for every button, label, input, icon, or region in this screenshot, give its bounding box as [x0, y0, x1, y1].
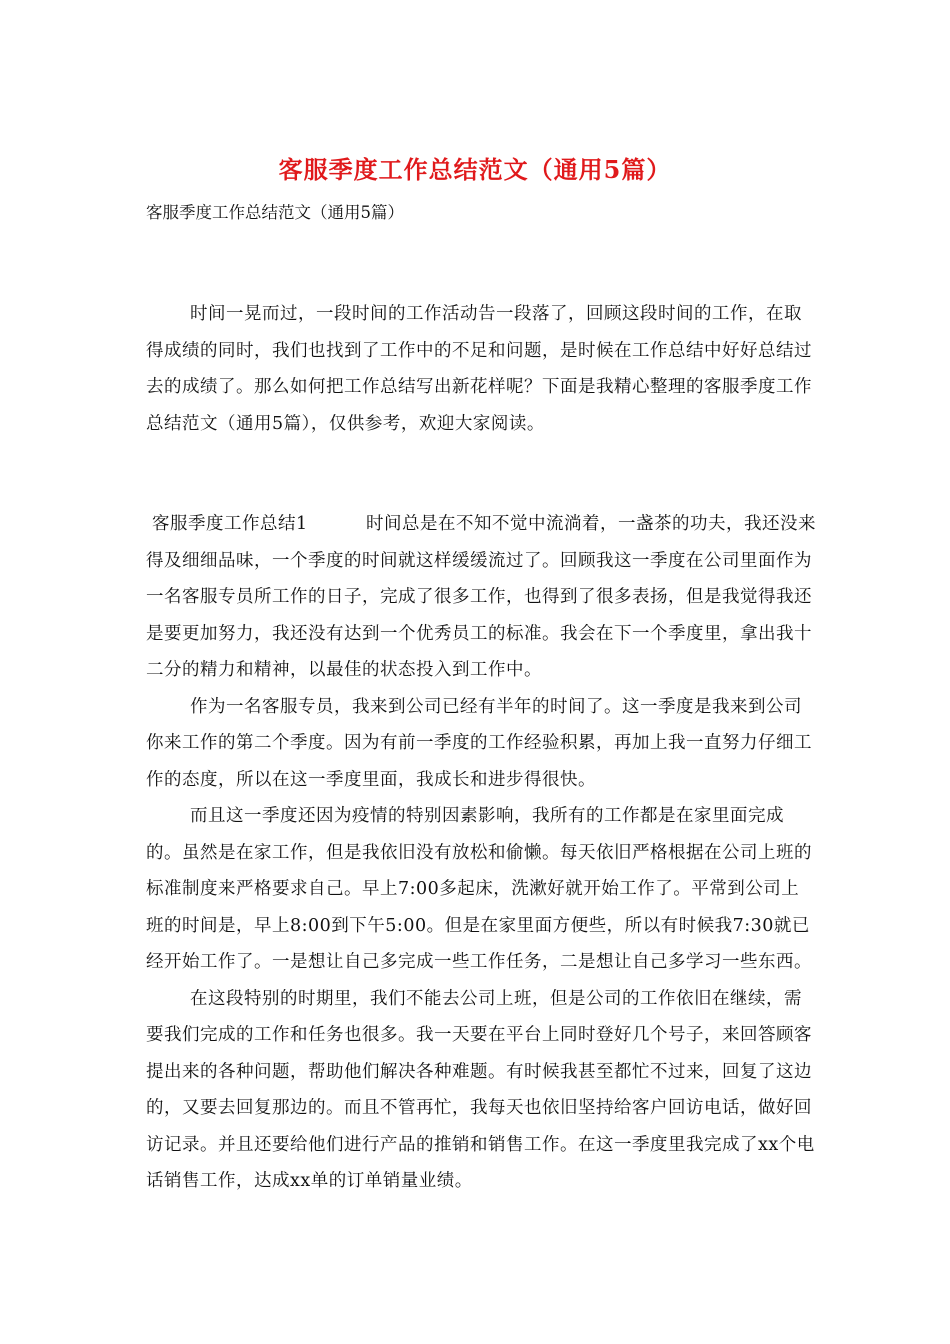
spacer [146, 442, 816, 506]
body-paragraph: 在这段特别的时期里，我们不能去公司上班，但是公司的工作依旧在继续，需要我们完成的工作和任务也很多。我一天要在平台上同时登好几个号子，来回答顾客提出来的各种问题，帮助他们解决各种难题。有时候我甚至都忙不过来，回复了这边的，又要去回复那边的。而且不管再忙，我每天也依旧坚持给客户回访电话，做好回访记录。并且还要给他们进行产品的推销和销售工作。在这一季度里我完成了xx个电话销售工作，达成xx单的订单销量业绩。 [146, 988, 815, 1191]
section-1-paragraph [146, 506, 816, 689]
section-1-text: 时间总是在不知不觉中流淌着，一盏茶的功夫，我还没来得及细细品味，一个季度的时间就这样缓缓流过了。回顾我这一季度在公司里面作为一名客服专员所工作的日子，完成了很多工作，也得到了很多表扬，但是我觉得我还是要更加努力，我还没有达到一个优秀员工的标准。我会在下一个季度里，拿出我十二分的精力和精神，以最佳的状态投入到工作中。 [146, 514, 816, 680]
section-heading: 客服季度工作总结1 [152, 514, 308, 534]
document-body [146, 296, 816, 1200]
body-paragraph: 作为一名客服专员，我来到公司已经有半年的时间了。这一季度是我来到公司你来工作的第二个季度。因为有前一季度的工作经验积累，再加上我一直努力仔细工作的态度，所以在这一季度里面，我成长和进步得很快。 [146, 696, 812, 790]
document-title: 客服季度工作总结范文（通用5篇） [278, 155, 672, 184]
intro-paragraph: 时间一晃而过，一段时间的工作活动告一段落了，回顾这段时间的工作，在取得成绩的同时，我们也找到了工作中的不足和问题，是时候在工作总结中好好总结过去的成绩了。那么如何把工作总结写出新花样呢？下面是我精心整理的客服季度工作总结范文（通用5篇），仅供参考，欢迎大家阅读。 [146, 304, 812, 434]
body-paragraph: 而且这一季度还因为疫情的特别因素影响，我所有的工作都是在家里面完成的。虽然是在家工作，但是我依旧没有放松和偷懒。每天依旧严格根据在公司上班的标准制度来严格要求自己。早上7:00多起床，洗漱好就开始工作了。平常到公司上班的时间是，早上8:00到下午5:00。但是在家里面方便些，所以有时候我7:30就已经开始工作了。一是想让自己多完成一些工作任务，二是想让自己多学习一些东西。 [146, 806, 812, 972]
document-subtitle: 客服季度工作总结范文（通用5篇） [146, 203, 404, 222]
